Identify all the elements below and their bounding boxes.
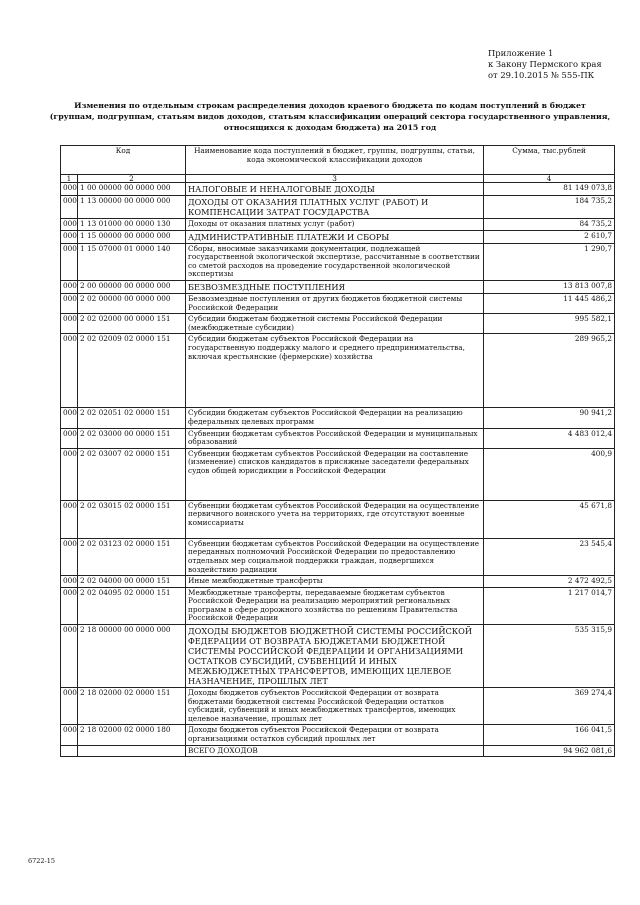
table-row	[61, 576, 615, 588]
table-row	[61, 538, 615, 575]
adm-code-cell: 000	[61, 196, 78, 219]
adm-code-cell: 000	[61, 219, 78, 231]
budget-code-cell: 1 15 00000 00 0000 000	[78, 230, 186, 243]
budget-code-cell: 2 02 02009 02 0000 151	[78, 334, 186, 408]
document-title-line-2: (группам, подгруппам, статьям видов доходов, статьям классификации операций сектора государственного управления,	[49, 112, 611, 121]
table-row	[61, 448, 615, 500]
table-row	[61, 587, 615, 624]
table-row	[61, 408, 615, 428]
table-body	[61, 183, 615, 757]
adm-code-cell: 000	[61, 334, 78, 408]
adm-code-cell: 000	[61, 587, 78, 624]
sum-cell: 535 315,9	[484, 625, 615, 688]
page-number: 6722-15	[28, 857, 56, 865]
column-number: 2	[78, 175, 186, 183]
adm-code-cell: 000	[61, 428, 78, 448]
table-row	[61, 230, 615, 243]
table-row	[61, 625, 615, 688]
revenue-name-cell: НАЛОГОВЫЕ И НЕНАЛОГОВЫЕ ДОХОДЫ	[186, 183, 484, 196]
document-title	[40, 100, 620, 133]
sum-cell: 1 290,7	[484, 243, 615, 280]
budget-code-cell: 2 02 04000 00 0000 151	[78, 576, 186, 588]
sum-cell: 2 610,7	[484, 230, 615, 243]
budget-code-cell: 1 13 01000 00 0000 130	[78, 219, 186, 231]
adm-code-cell: 000	[61, 538, 78, 575]
column-number: 3	[186, 175, 484, 183]
revenue-name-cell: Субвенции бюджетам субъектов Российской Федерации на осуществление переданных полномочий Российской Федерации по предоставлению отдельных мер социальной поддержки граждан, подвергшихся воздействию радиации	[186, 538, 484, 575]
budget-code-cell	[78, 745, 186, 757]
appendix-note	[488, 48, 628, 81]
revenue-name-cell: Субвенции бюджетам субъектов Российской Федерации на составление (изменение) списков кандидатов в присяжные заседатели федеральных судов общей юрисдикции в Российской Федерации	[186, 448, 484, 500]
table-row	[61, 688, 615, 725]
sum-cell: 11 445 486,2	[484, 293, 615, 313]
revenue-name-cell: Сборы, вносимые заказчиками документации, подлежащей государственной экологической экспертизе, рассчитанные в соответствии со сметой расходов на проведение государственной экологической экспертизы	[186, 243, 484, 280]
appendix-law-date: от 29.10.2015 № 555-ПК	[488, 70, 595, 80]
revenue-name-cell: Субвенции бюджетам субъектов Российской Федерации и муниципальных образований	[186, 428, 484, 448]
budget-code-cell: 1 13 00000 00 0000 000	[78, 196, 186, 219]
table-row	[61, 219, 615, 231]
revenue-name-cell: Субсидии бюджетам бюджетной системы Российской Федерации (межбюджетные субсидии)	[186, 314, 484, 334]
header-sum: Сумма, тыс.рублей	[484, 146, 615, 175]
table-row	[61, 500, 615, 538]
appendix-law-reference: к Закону Пермского края	[488, 59, 602, 69]
budget-code-cell: 2 02 03123 02 0000 151	[78, 538, 186, 575]
adm-code-cell: 000	[61, 183, 78, 196]
revenue-name-cell: ДОХОДЫ ОТ ОКАЗАНИЯ ПЛАТНЫХ УСЛУГ (РАБОТ) И КОМПЕНСАЦИИ ЗАТРАТ ГОСУДАРСТВА	[186, 196, 484, 219]
column-number-row	[61, 175, 615, 183]
budget-code-cell: 1 15 07000 01 0000 140	[78, 243, 186, 280]
table-row	[61, 293, 615, 313]
sum-cell: 289 965,2	[484, 334, 615, 408]
revenue-name-cell: ДОХОДЫ БЮДЖЕТОВ БЮДЖЕТНОЙ СИСТЕМЫ РОССИЙСКОЙ ФЕДЕРАЦИИ ОТ ВОЗВРАТА БЮДЖЕТАМИ БЮДЖЕТНОЙ СИСТЕМЫ РОССИЙСКОЙ ФЕДЕРАЦИИ И ОРГАНИЗАЦИЯМИ ОСТАТКОВ СУБСИДИЙ, СУБВЕНЦИЙ И ИНЫХ МЕЖБЮДЖЕТНЫХ ТРАНСФЕРТОВ, ИМЕЮЩИХ ЦЕЛЕВОЕ НАЗНАЧЕНИЕ, ПРОШЛЫХ ЛЕТ	[186, 625, 484, 688]
revenue-table	[60, 145, 615, 757]
revenue-name-cell: АДМИНИСТРАТИВНЫЕ ПЛАТЕЖИ И СБОРЫ	[186, 230, 484, 243]
header-name: Наименование кода поступлений в бюджет, группы, подгруппы, статьи, кода экономической классификации доходов	[186, 146, 484, 175]
appendix-label: Приложение 1	[488, 48, 554, 58]
adm-code-cell: 000	[61, 314, 78, 334]
revenue-name-cell: Доходы от оказания платных услуг (работ)	[186, 219, 484, 231]
sum-cell: 369 274,4	[484, 688, 615, 725]
header-code: Код	[61, 146, 186, 175]
revenue-name-cell: Безвозмездные поступления от других бюджетов бюджетной системы Российской Федерации	[186, 293, 484, 313]
sum-cell: 13 813 007,8	[484, 280, 615, 293]
table-row	[61, 745, 615, 757]
table-row	[61, 334, 615, 408]
revenue-name-cell: Доходы бюджетов субъектов Российской Федерации от возврата бюджетами бюджетной системы Российской Федерации остатков субсидий, субвенций и иных межбюджетных трансфертов, имеющих целевое назначение, прошлых лет	[186, 688, 484, 725]
revenue-name-cell: ВСЕГО ДОХОДОВ	[186, 745, 484, 757]
adm-code-cell: 000	[61, 448, 78, 500]
revenue-name-cell: Субвенции бюджетам субъектов Российской Федерации на осуществление первичного воинского учета на территориях, где отсутствуют военные комиссариаты	[186, 500, 484, 538]
column-number: 1	[61, 175, 78, 183]
budget-code-cell: 2 18 00000 00 0000 000	[78, 625, 186, 688]
budget-code-cell: 2 02 00000 00 0000 000	[78, 293, 186, 313]
budget-code-cell: 2 18 02000 02 0000 180	[78, 725, 186, 745]
adm-code-cell: 000	[61, 243, 78, 280]
table-row	[61, 196, 615, 219]
budget-code-cell: 2 02 02051 02 0000 151	[78, 408, 186, 428]
sum-cell: 4 483 012,4	[484, 428, 615, 448]
budget-code-cell: 2 02 02000 00 0000 151	[78, 314, 186, 334]
sum-cell: 45 671,8	[484, 500, 615, 538]
sum-cell: 84 735,2	[484, 219, 615, 231]
revenue-name-cell: Межбюджетные трансферты, передаваемые бюджетам субъектов Российской Федерации на реализацию мероприятий региональных программ в сфере дорожного хозяйства по решениям Правительства Российской Федерации	[186, 587, 484, 624]
sum-cell: 94 962 081,6	[484, 745, 615, 757]
revenue-name-cell: Иные межбюджетные трансферты	[186, 576, 484, 588]
table-row	[61, 428, 615, 448]
table-row	[61, 314, 615, 334]
table-header-row	[61, 146, 615, 175]
adm-code-cell	[61, 745, 78, 757]
sum-cell: 81 149 073,8	[484, 183, 615, 196]
adm-code-cell: 000	[61, 408, 78, 428]
budget-code-cell: 2 02 03000 00 0000 151	[78, 428, 186, 448]
revenue-name-cell: БЕЗВОЗМЕЗДНЫЕ ПОСТУПЛЕНИЯ	[186, 280, 484, 293]
revenue-name-cell: Субсидии бюджетам субъектов Российской Федерации на государственную поддержку малого и среднего предпринимательства, включая крестьянские (фермерские) хозяйства	[186, 334, 484, 408]
table-row	[61, 243, 615, 280]
sum-cell: 23 545,4	[484, 538, 615, 575]
sum-cell: 1 217 014,7	[484, 587, 615, 624]
sum-cell: 995 582,1	[484, 314, 615, 334]
adm-code-cell: 000	[61, 625, 78, 688]
column-number: 4	[484, 175, 615, 183]
adm-code-cell: 000	[61, 688, 78, 725]
table-row	[61, 280, 615, 293]
budget-code-cell: 1 00 00000 00 0000 000	[78, 183, 186, 196]
revenue-name-cell: Доходы бюджетов субъектов Российской Федерации от возврата организациями остатков субсидий прошлых лет	[186, 725, 484, 745]
budget-code-cell: 2 02 03007 02 0000 151	[78, 448, 186, 500]
sum-cell: 400,9	[484, 448, 615, 500]
adm-code-cell: 000	[61, 725, 78, 745]
document-title-line-3: относящихся к доходам бюджета) на 2015 год	[223, 123, 437, 132]
adm-code-cell: 000	[61, 280, 78, 293]
revenue-name-cell: Субсидии бюджетам субъектов Российской Федерации на реализацию федеральных целевых программ	[186, 408, 484, 428]
sum-cell: 166 041,5	[484, 725, 615, 745]
budget-code-cell: 2 02 03015 02 0000 151	[78, 500, 186, 538]
table-row	[61, 725, 615, 745]
document-title-line-1: Изменения по отдельным строкам распределения доходов краевого бюджета по кодам поступлений в бюджет	[74, 101, 586, 110]
budget-code-cell: 2 18 02000 02 0000 151	[78, 688, 186, 725]
adm-code-cell: 000	[61, 230, 78, 243]
sum-cell: 90 941,2	[484, 408, 615, 428]
budget-code-cell: 2 00 00000 00 0000 000	[78, 280, 186, 293]
table-row	[61, 183, 615, 196]
adm-code-cell: 000	[61, 293, 78, 313]
budget-code-cell: 2 02 04095 02 0000 151	[78, 587, 186, 624]
sum-cell: 2 472 492,5	[484, 576, 615, 588]
sum-cell: 184 735,2	[484, 196, 615, 219]
adm-code-cell: 000	[61, 500, 78, 538]
adm-code-cell: 000	[61, 576, 78, 588]
